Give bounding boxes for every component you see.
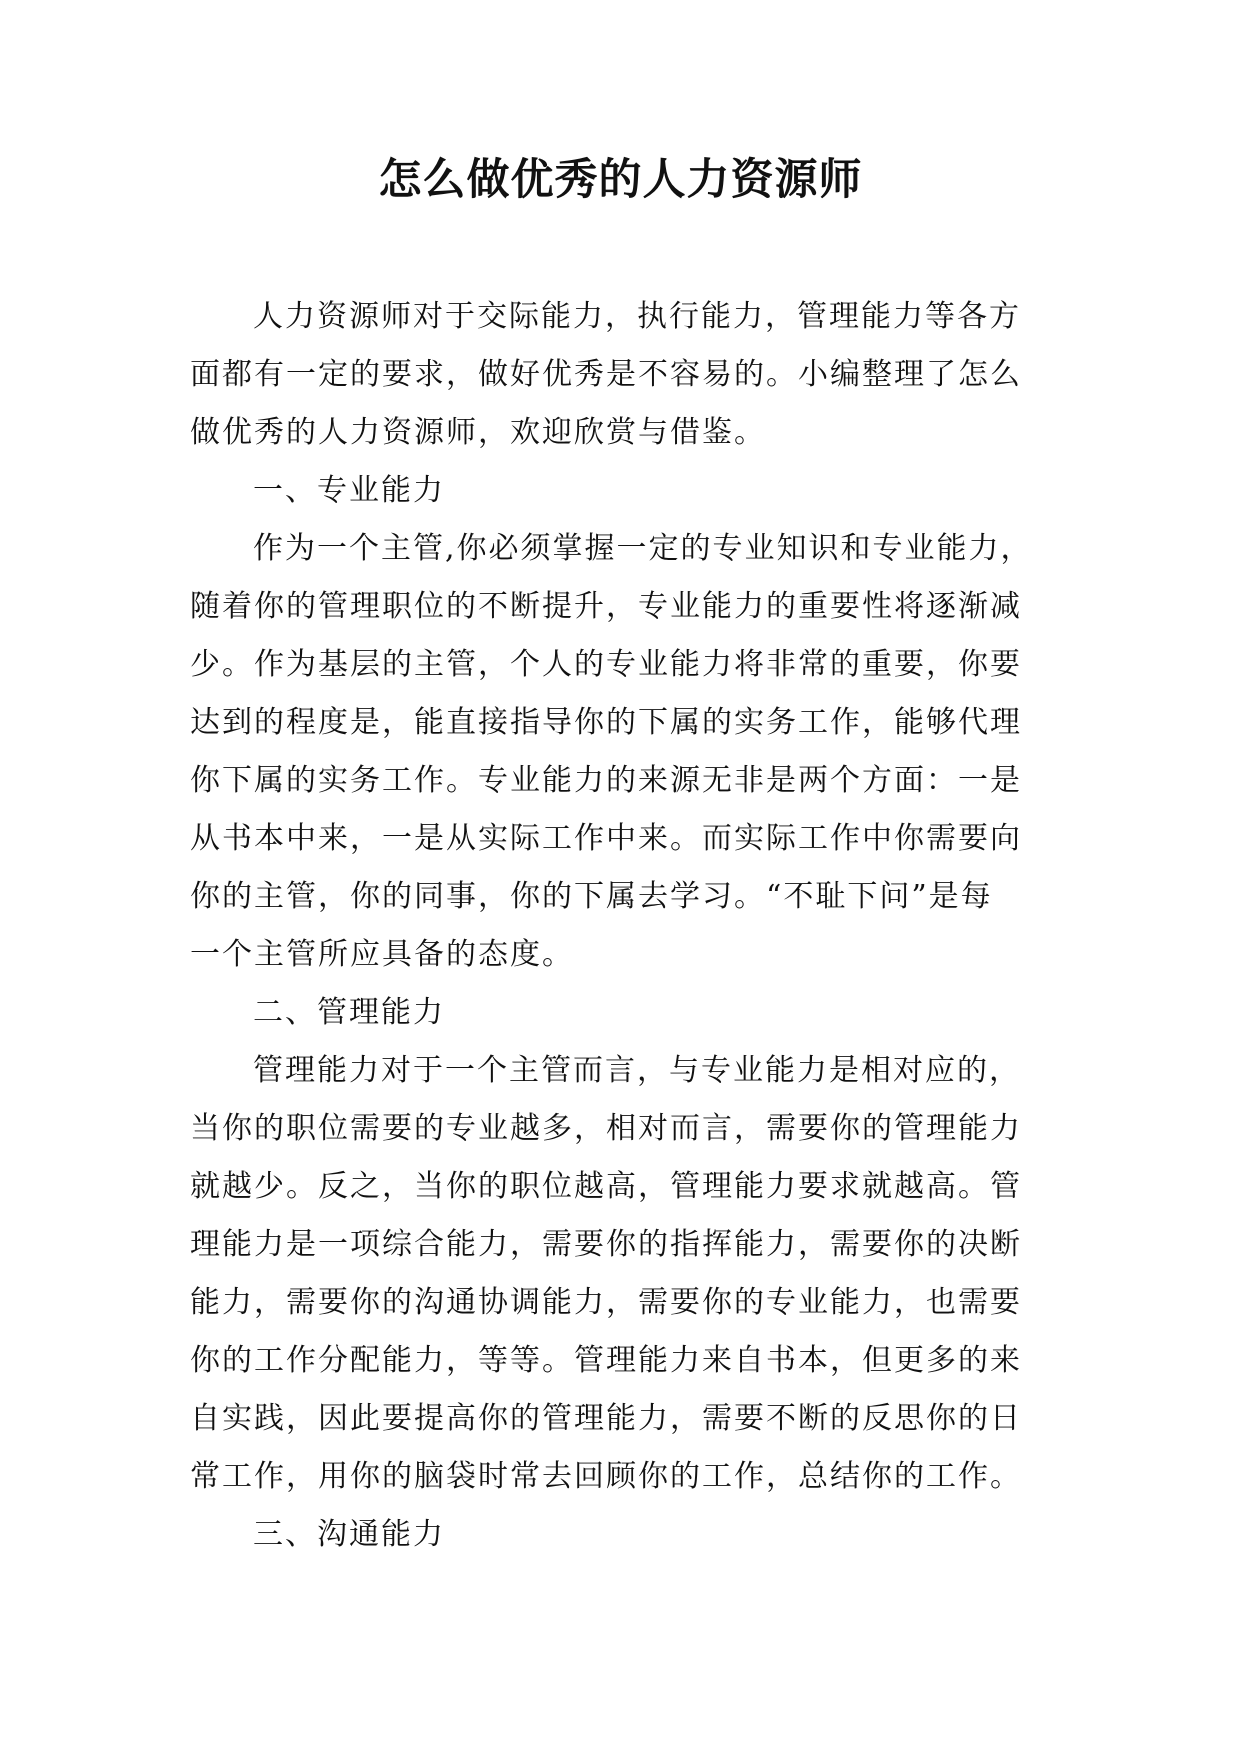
- text-line: 当你的职位需要的专业越多，相对而言，需要你的管理能力: [190, 1111, 1022, 1146]
- document-body: [190, 288, 1060, 1564]
- text-line: 能力，需要你的沟通协调能力，需要你的专业能力，也需要: [190, 1285, 1022, 1320]
- text-line: 管理能力对于一个主管而言，与专业能力是相对应的，: [253, 1053, 1021, 1088]
- text-line: 从书本中来，一是从实际工作中来。而实际工作中你需要向: [190, 821, 1022, 856]
- text-line: 人力资源师对于交际能力，执行能力，管理能力等各方: [253, 299, 1021, 334]
- text-line: 面都有一定的要求，做好优秀是不容易的。小编整理了怎么: [190, 357, 1022, 392]
- text-line: 自实践，因此要提高你的管理能力，需要不断的反思你的日: [190, 1401, 1022, 1436]
- text-line: 常工作，用你的脑袋时常去回顾你的工作，总结你的工作。: [190, 1459, 1022, 1494]
- text-line: 少。作为基层的主管，个人的专业能力将非常的重要，你要: [190, 647, 1022, 682]
- text-line: 理能力是一项综合能力，需要你的指挥能力，需要你的决断: [190, 1227, 1022, 1262]
- text-line: 随着你的管理职位的不断提升，专业能力的重要性将逐渐减: [190, 589, 1022, 624]
- text-line: 你的主管，你的同事，你的下属去学习。“不耻下问”是每: [190, 879, 993, 914]
- section-heading: 三、沟通能力: [253, 1517, 445, 1552]
- text-line: 一个主管所应具备的态度。: [190, 937, 574, 972]
- document-title: 怎么做优秀的人力资源师: [378, 155, 863, 205]
- text-line: 你的工作分配能力，等等。管理能力来自书本，但更多的来: [190, 1343, 1022, 1378]
- text-line: 作为一个主管,你必须掌握一定的专业知识和专业能力，: [253, 531, 1033, 566]
- section-heading: 一、专业能力: [253, 473, 445, 508]
- section-heading: 二、管理能力: [253, 995, 445, 1030]
- text-line: 你下属的实务工作。专业能力的来源无非是两个方面：一是: [190, 763, 1022, 798]
- text-line: 做优秀的人力资源师，欢迎欣赏与借鉴。: [190, 415, 766, 450]
- text-line: 就越少。反之，当你的职位越高，管理能力要求就越高。管: [190, 1169, 1022, 1204]
- text-line: 达到的程度是，能直接指导你的下属的实务工作，能够代理: [190, 705, 1022, 740]
